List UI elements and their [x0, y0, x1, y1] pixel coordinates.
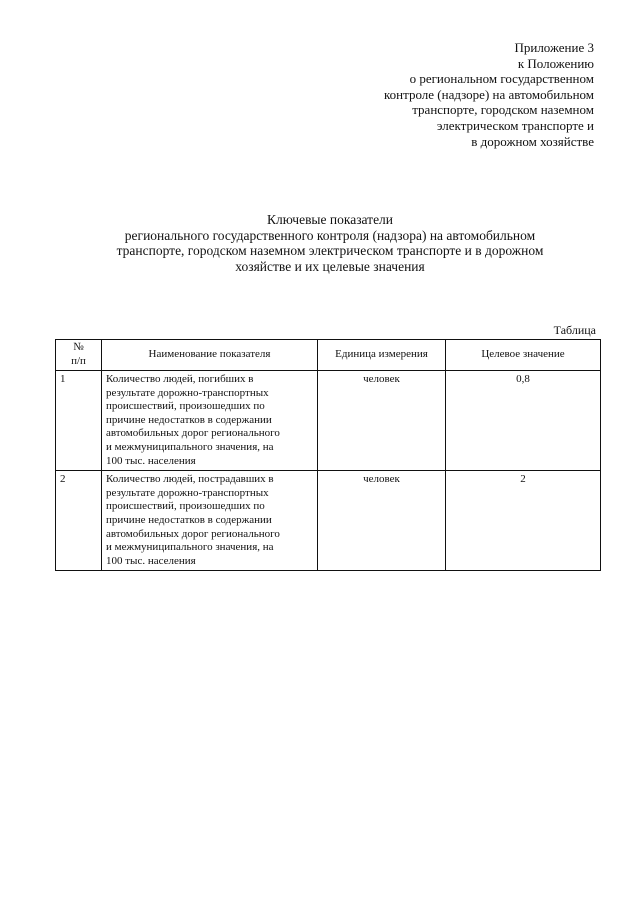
indicator-name-line: автомобильных дорог регионального	[106, 427, 280, 440]
table-label: Таблица	[553, 323, 596, 337]
title-line: хозяйстве и их целевые значения	[235, 258, 425, 274]
indicator-name-line: автомобильных дорог регионального	[106, 527, 280, 540]
target-value-cell: 2	[446, 471, 601, 571]
header-num	[56, 340, 102, 371]
title-line: Ключевые показатели	[266, 212, 394, 227]
appendix-line: к Положению	[517, 55, 594, 71]
document-title	[50, 212, 610, 274]
row-number: 2	[56, 471, 102, 571]
title-line: регионального государственного контроля (надзора) на автомобильном	[124, 227, 536, 243]
target-value-cell: 0,8	[446, 371, 601, 471]
unit-cell: человек	[318, 471, 446, 571]
appendix-line: в дорожном хозяйстве	[471, 133, 594, 149]
appendix-header	[384, 40, 594, 149]
indicator-name-line: результате дорожно-транспортных	[106, 486, 269, 499]
indicator-name-line: Количество людей, пострадавших в	[106, 473, 274, 486]
indicator-name-line: происшествий, произошедших по	[106, 500, 265, 513]
indicator-name	[102, 371, 318, 471]
header-target: Целевое значение	[446, 340, 601, 371]
header-num-line1: №	[73, 341, 84, 354]
indicator-name-line: результате дорожно-транспортных	[106, 386, 269, 399]
row-number: 1	[56, 371, 102, 471]
title-line: транспорте, городском наземном электрическом транспорте и в дорожном	[116, 243, 544, 259]
appendix-line: электрическом транспорте и	[436, 117, 594, 133]
indicator-name-line: 100 тыс. населения	[106, 454, 196, 467]
indicator-name-line: происшествий, произошедших по	[106, 400, 265, 413]
header-num-line2: п/п	[71, 355, 86, 367]
table-row	[56, 471, 601, 571]
indicator-name-line: 100 тыс. населения	[106, 554, 196, 567]
appendix-line: транспорте, городском наземном	[412, 102, 594, 118]
table-header-row	[56, 340, 601, 371]
unit-cell: человек	[318, 371, 446, 471]
indicator-name-line: причине недостатков в содержании	[106, 513, 272, 526]
indicator-name-line: и межмуниципального значения, на	[106, 541, 274, 554]
indicator-name	[102, 471, 318, 571]
appendix-line: Приложение 3	[514, 40, 594, 55]
header-unit: Единица измерения	[318, 340, 446, 371]
indicator-name-line: Количество людей, погибших в	[106, 373, 254, 385]
indicators-table	[55, 339, 601, 571]
appendix-line: контроле (надзоре) на автомобильном	[384, 86, 594, 102]
table-row	[56, 371, 601, 471]
indicator-name-line: причине недостатков в содержании	[106, 413, 272, 426]
header-name: Наименование показателя	[102, 340, 318, 371]
indicator-name-line: и межмуниципального значения, на	[106, 440, 274, 453]
appendix-line: о региональном государственном	[409, 71, 594, 87]
